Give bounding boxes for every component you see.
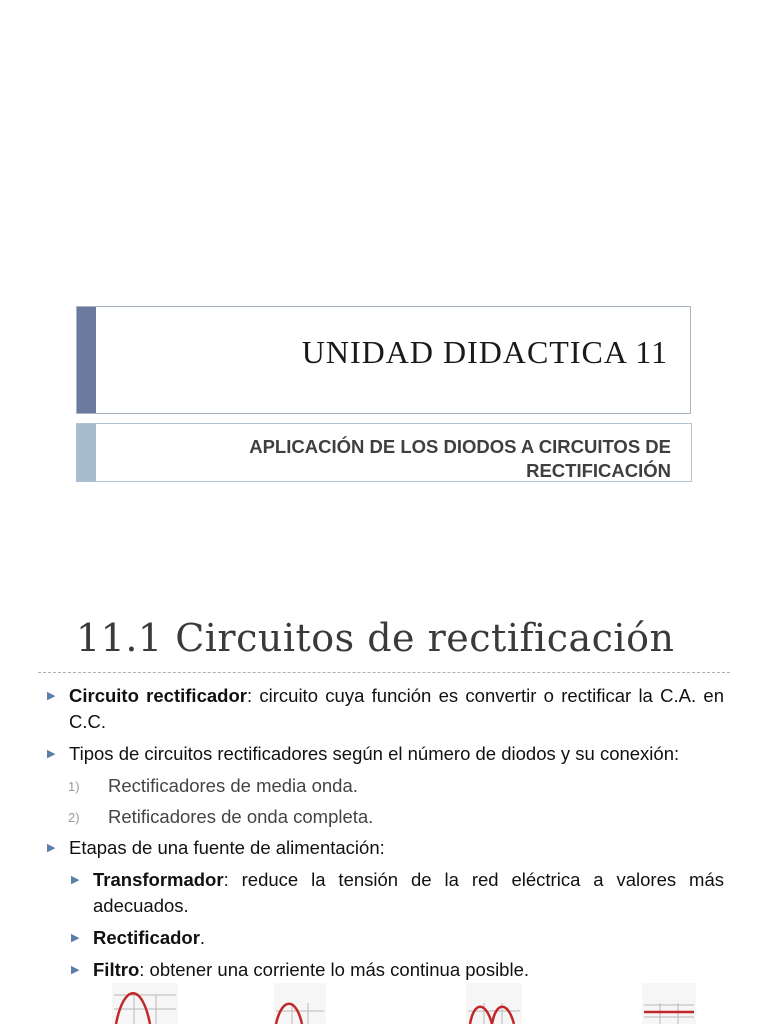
bullet-text: : obtener una corriente lo más continua posible. xyxy=(139,959,530,980)
title-box xyxy=(76,306,691,414)
subtitle xyxy=(151,435,671,483)
numbered-item-1 xyxy=(44,773,724,799)
section-heading: 11.1 Circuitos de rectificación xyxy=(76,616,675,660)
bullet-arrow-icon: ▶ xyxy=(71,932,80,944)
heading-divider xyxy=(38,672,730,673)
page-title: UNIDAD DIDACTICA 11 xyxy=(301,334,668,370)
bullet-arrow-icon: ▶ xyxy=(47,842,56,854)
subtitle-line-1: APLICACIÓN DE LOS DIODOS A CIRCUITOS DE xyxy=(249,436,671,457)
bullet-term: Transformador xyxy=(93,869,224,890)
bullet-tipos xyxy=(44,741,724,767)
bullet-term: Circuito rectificador xyxy=(69,685,247,706)
waveform-transformed-icon xyxy=(274,983,326,1024)
bullet-text: Tipos de circuitos rectificadores según el número de diodos y su conexión: xyxy=(69,743,680,764)
bullet-circuito-rectificador xyxy=(44,683,724,735)
waveform-filtered-icon xyxy=(642,983,696,1024)
bullet-arrow-icon: ▶ xyxy=(47,748,56,760)
bullet-text: : reduce la tensión de la red eléctrica a valores más adecuados. xyxy=(93,869,724,916)
item-text: Rectificadores de media onda. xyxy=(108,775,358,796)
bullet-etapas xyxy=(44,835,724,861)
title-accent-bar xyxy=(77,307,96,413)
sub-bullet-transformador xyxy=(44,867,724,919)
subtitle-accent-bar xyxy=(77,424,96,481)
bullet-term: Rectificador xyxy=(93,927,200,948)
sub-bullet-rectificador xyxy=(44,925,724,951)
bullet-term: Filtro xyxy=(93,959,140,980)
bullet-text: : circuito cuya función es convertir o rectificar la C.A. en C.C. xyxy=(69,685,724,732)
item-number: 2) xyxy=(68,810,80,825)
subtitle-box xyxy=(76,423,692,482)
bullet-arrow-icon: ▶ xyxy=(71,874,80,886)
item-text: Retificadores de onda completa. xyxy=(108,806,374,827)
bullet-text: Etapas de una fuente de alimentación: xyxy=(69,837,385,858)
numbered-item-2 xyxy=(44,804,724,830)
subtitle-line-2: RECTIFICACIÓN xyxy=(526,460,671,481)
waveform-rectified-icon xyxy=(466,983,522,1024)
content-list xyxy=(44,683,724,989)
waveform-strip xyxy=(88,983,708,1024)
sub-bullet-filtro xyxy=(44,957,724,983)
item-number: 1) xyxy=(68,779,80,794)
bullet-arrow-icon: ▶ xyxy=(71,964,80,976)
bullet-text: . xyxy=(199,927,206,948)
waveform-ac-icon xyxy=(112,983,178,1024)
bullet-arrow-icon: ▶ xyxy=(47,690,56,702)
